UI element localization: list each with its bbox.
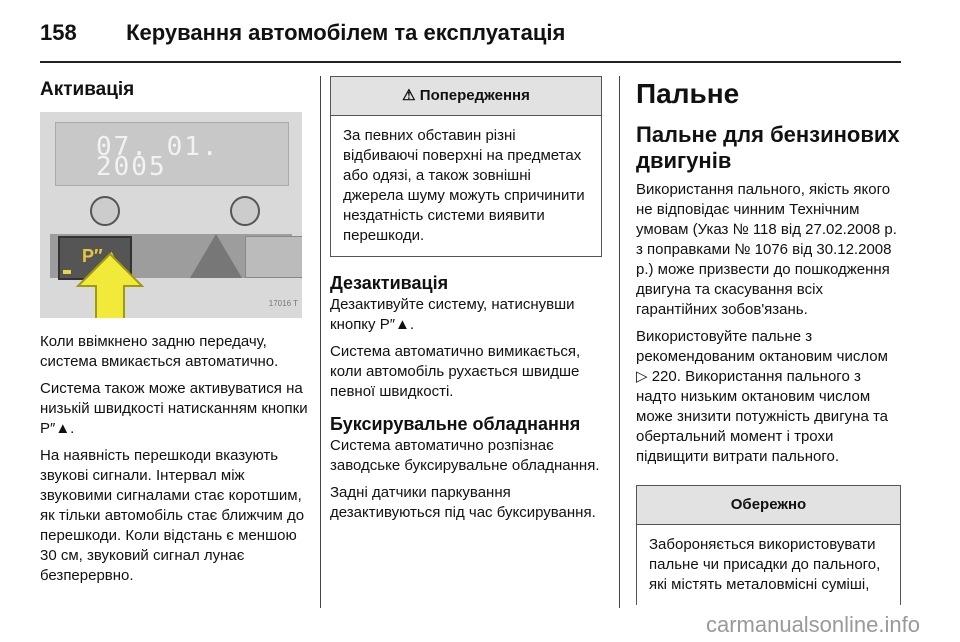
towing-paragraph-1: Система автоматично розпізнає заводське буксирувальне обладнання.	[330, 437, 600, 474]
deactivation-paragraph-2: Система автоматично вимикається, коли автомобіль рухається швидше певної швидкості.	[330, 343, 581, 400]
page-header	[40, 20, 565, 46]
towing-heading: Буксирувальне обладнання	[330, 414, 581, 434]
deactivation-paragraph-1: Дезактивуйте систему, натиснувши кнопку P″▲.	[330, 296, 575, 333]
column-divider	[619, 76, 620, 608]
warning-text: За певних обставин різні відбиваючі поверхні на предметах або одязі, а також зовнішні джерела шуму можуть спричинити нездатність системи виявити перешкоди.	[343, 127, 585, 244]
right-knob-icon	[230, 196, 260, 226]
deactivation-heading: Дезактивація	[330, 273, 449, 293]
warning-title: Попередження	[419, 87, 530, 104]
caution-title: Обережно	[637, 486, 900, 525]
warning-triangle-icon: ⚠	[402, 87, 416, 104]
clock-display: 07. 01. 2005	[96, 132, 220, 182]
parking-button-symbol: P″▲	[82, 246, 121, 266]
left-knob-icon	[90, 196, 120, 226]
yellow-arrow-icon	[70, 252, 150, 318]
fuel-paragraph-2: Використовуйте пальне з рекомендованим октановим числом ▷ 220. Використання пального з надто низьким октановим числом може знизити потужність двигуна та обертальний момент і трохи підвищити витрати пального.	[636, 328, 888, 465]
display-panel	[55, 122, 289, 186]
column-fuel	[636, 76, 901, 605]
activation-paragraph-2: Система також може активуватися на низькій швидкості натисканням кнопки P″▲.	[40, 380, 308, 437]
fuel-paragraph-1: Використання пального, якість якого не відповідає чинним Технічним умовам (Указ № 118 від 27.02.2008 р. з поправками № 1076 від 30.12.2008 р.) може призвести до пошкодження двигуна та скасування всіх гарантійних зобов'язань.	[636, 181, 897, 318]
caution-text: Забороняється використовувати пальне чи присадки до пального, які містять металовмісні суміші,	[649, 536, 881, 593]
right-switch	[245, 236, 302, 278]
page-number: 158	[40, 20, 77, 45]
caution-box	[636, 485, 901, 605]
fuel-subtitle: Пальне для бензинових двигунів	[636, 122, 900, 173]
column-deactivation	[330, 76, 602, 530]
activation-paragraph-3: На наявність перешкоди вказують звукові сигнали. Інтервал між звуковими сигналами стає коротшим, як тільки автомобіль стає ближчим до перешкоди. Коли відстань є меншою 30 см, звуковий сигнал лунає безперервно.	[40, 447, 305, 584]
fuel-title: Пальне	[636, 78, 740, 109]
control-panel-photo	[40, 112, 302, 318]
header-title: Керування автомобілем та експлуатація	[126, 20, 566, 45]
hazard-triangle-icon	[190, 234, 242, 278]
column-divider	[320, 76, 321, 608]
header-rule	[40, 61, 901, 63]
activation-paragraph-1: Коли ввімкнено задню передачу, система вмикається автоматично.	[40, 333, 279, 370]
watermark: carmanualsonline.info	[705, 612, 920, 637]
warning-box	[330, 76, 602, 257]
column-activation	[40, 80, 310, 593]
activation-heading: Активація	[40, 79, 135, 100]
image-caption: 17016 T	[268, 299, 298, 308]
towing-paragraph-2: Задні датчики паркування дезактивуються під час буксирування.	[330, 484, 596, 521]
warning-header	[331, 77, 601, 116]
